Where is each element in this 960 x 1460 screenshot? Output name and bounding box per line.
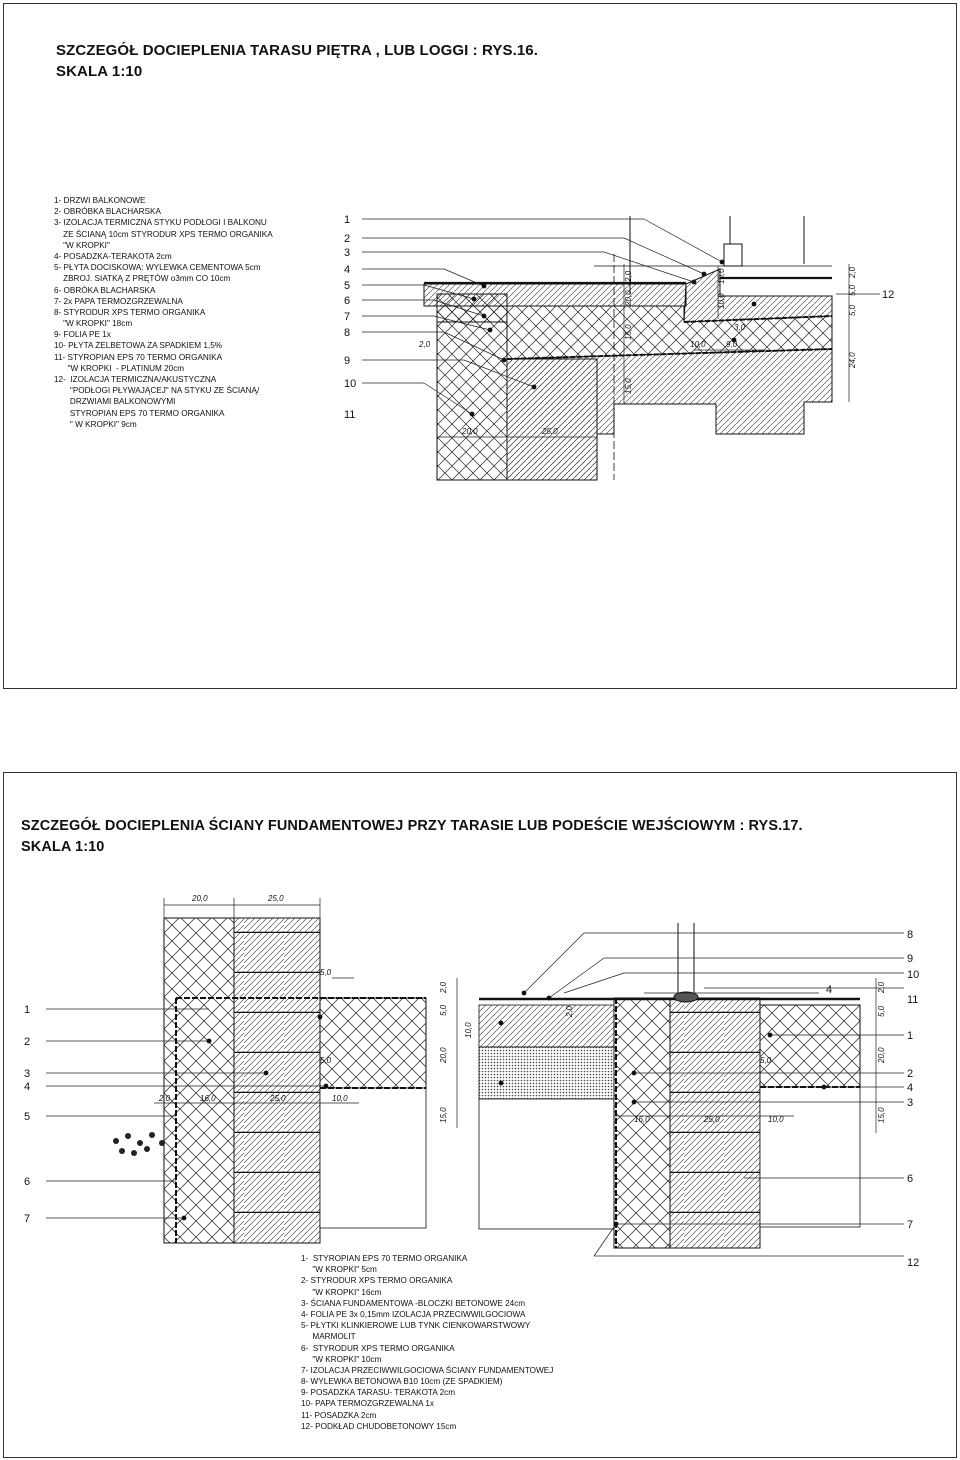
drawing-sheet-rys17 bbox=[3, 772, 957, 1458]
legend-item: 11- POSADZKA 2cm bbox=[301, 1410, 377, 1420]
right-callout-9: 9 bbox=[907, 953, 914, 965]
section-drawing bbox=[4, 773, 956, 1457]
dim-10a: 10,0 bbox=[717, 293, 726, 309]
door-frame bbox=[724, 244, 742, 266]
dim-v2a: 2,0 bbox=[439, 981, 448, 993]
drawing-scale: SKALA 1:10 bbox=[56, 63, 143, 80]
left-callouts bbox=[24, 1004, 30, 1225]
callout-7: 7 bbox=[344, 311, 351, 323]
right-callout-12: 12 bbox=[907, 1257, 920, 1269]
legend-item: "W KROPKI" bbox=[54, 240, 110, 250]
left-lean-concrete bbox=[320, 1088, 426, 1228]
legend-item: MARMOLIT bbox=[301, 1332, 356, 1342]
cement-screed bbox=[424, 284, 686, 306]
right-lean-concrete bbox=[760, 1087, 860, 1227]
dim-v5: 5,0 bbox=[439, 1004, 448, 1016]
dim-2a: 2,0 bbox=[419, 340, 431, 349]
callout-12: 12 bbox=[882, 289, 895, 301]
callout-5: 5 bbox=[344, 280, 351, 292]
legend-item: 12- IZOLACJA TERMICZNA/AKUSTYCZNA bbox=[54, 375, 217, 384]
legend-item: 3- ŚCIANA FUNDAMENTOWA -BLOCZKI BETONOWE 24cm bbox=[301, 1298, 526, 1308]
dim-l16: 16,0 bbox=[200, 1094, 216, 1103]
dim-m16: 16,0 bbox=[634, 1115, 650, 1124]
legend-item: 5- PŁYTKI KLINKIEROWE LUB TYNK CIENKOWARSTWOWY bbox=[301, 1321, 531, 1331]
dim-r20: 20,0 bbox=[877, 1047, 886, 1063]
callout-10: 10 bbox=[344, 378, 357, 390]
callout-4: 4 bbox=[344, 264, 351, 276]
drawing-sheet-rys16 bbox=[3, 3, 957, 689]
section-drawing bbox=[4, 4, 956, 688]
mid-callout-4: 4 bbox=[826, 984, 833, 996]
legend-item: 4- FOLIA PE 3x 0,15mm IZOLACJA PRZECIWWILGOCIOWA bbox=[301, 1309, 526, 1319]
left-callout-4: 4 bbox=[24, 1081, 31, 1093]
dim-r2: 2,0 bbox=[877, 981, 886, 993]
right-subgrade bbox=[479, 1099, 614, 1229]
legend-item: "W KROPKI" 5cm bbox=[301, 1265, 377, 1275]
dim-24: 24,0 bbox=[848, 352, 857, 368]
right-callout-2: 2 bbox=[907, 1068, 914, 1080]
left-foundation-blocks bbox=[234, 918, 320, 1243]
dim-m25: 25,0 bbox=[704, 1115, 720, 1124]
dim-m2: 2,0 bbox=[565, 1005, 574, 1017]
legend-item: 1- DRZWI BALKONOWE bbox=[54, 196, 146, 205]
dim-l10: 10,0 bbox=[332, 1094, 348, 1103]
legend-item: "W KROPKI" 10cm bbox=[301, 1354, 382, 1364]
legend-item: 8- STYRODUR XPS TERMO ORGANIKA bbox=[54, 307, 206, 317]
drawing-scale: SKALA 1:10 bbox=[21, 839, 105, 855]
dim-10b: 10,0 bbox=[717, 268, 726, 284]
legend-item: 3- IZOLACJA TERMICZNA STYKU PODŁOGI I BALKONU bbox=[54, 218, 267, 228]
right-lean-concrete-fill bbox=[479, 1047, 614, 1099]
legend-item: 6- STYRODUR XPS TERMO ORGANIKA bbox=[301, 1343, 455, 1353]
left-callout-6: 6 bbox=[24, 1176, 31, 1188]
left-callout-3: 3 bbox=[24, 1068, 31, 1080]
callout-9: 9 bbox=[344, 355, 351, 367]
dim-t20: 20,0 bbox=[192, 894, 208, 903]
legend-item: 6- OBRÓKA BLACHARSKA bbox=[54, 285, 156, 295]
left-xps-under-slab bbox=[320, 998, 426, 1088]
legend-item: 8- WYLEWKA BETONOWA B10 10cm (ZE SPADKIEM) bbox=[301, 1377, 503, 1387]
right-callout-1: 1 bbox=[907, 1030, 914, 1042]
legend-item: STYROPIAN EPS 70 TERMO ORGANIKA bbox=[54, 408, 225, 418]
dim-3: 3,0 bbox=[734, 323, 746, 332]
legend-item: 1- STYROPIAN EPS 70 TERMO ORGANIKA bbox=[301, 1254, 468, 1263]
dim-2c: 2,0 bbox=[848, 266, 857, 278]
reinforced-slab bbox=[507, 349, 832, 480]
dim-l25: 25,0 bbox=[270, 1094, 286, 1103]
right-xps-under-floor bbox=[760, 1005, 860, 1087]
legend-item: 9- FOLIA PE 1x bbox=[54, 330, 111, 340]
dim-25a: 25,0 bbox=[542, 427, 558, 436]
legend-item: 5- PŁYTA DOCISKOWA: WYLEWKA CEMENTOWA 5cm bbox=[54, 263, 261, 273]
dim-20v: 20,0 bbox=[624, 290, 633, 306]
right-callout-6: 6 bbox=[907, 1173, 914, 1185]
dim-2b: 2,0 bbox=[624, 270, 633, 282]
legend-item: DRZWIAMI BALKONOWYMI bbox=[54, 397, 176, 407]
right-callout-11: 11 bbox=[907, 994, 919, 1006]
threshold-profile bbox=[674, 992, 698, 1002]
right-callout-3: 3 bbox=[907, 1097, 914, 1109]
legend-item: 2- OBRÓBKA BLACHARSKA bbox=[54, 207, 161, 217]
dim-v10: 10,0 bbox=[464, 1022, 473, 1038]
legend-item: 10- PAPA TERMOZGRZEWALNA 1x bbox=[301, 1399, 434, 1409]
legend-item: "W KROPKI" 18cm bbox=[54, 319, 133, 329]
dim-r5: 5,0 bbox=[877, 1005, 886, 1017]
left-callout-5: 5 bbox=[24, 1111, 31, 1123]
left-gravel bbox=[113, 1132, 165, 1156]
legend-item: 2- STYRODUR XPS TERMO ORGANIKA bbox=[301, 1276, 453, 1286]
dim-l5a: 5,0 bbox=[320, 968, 332, 977]
dim-v15: 15,0 bbox=[439, 1107, 448, 1123]
left-callout-2: 2 bbox=[24, 1036, 31, 1048]
right-concrete-screed bbox=[479, 1005, 614, 1047]
drawing-title: SZCZEGÓŁ DOCIEPLENIA ŚCIANY FUNDAMENTOWEJ PRZY TARASIE LUB PODEŚCIE WEJŚCIOWYM : RYS.17. bbox=[21, 818, 803, 834]
dim-15a: 15,0 bbox=[624, 324, 633, 340]
legend-item: 10- PŁYTA ŻELBETOWA ZA SPADKIEM 1,5% bbox=[54, 341, 223, 351]
dim-l2: 2,0 bbox=[159, 1094, 171, 1103]
legend-item: "PODŁOGI PŁYWAJĄCEJ" NA STYKU ZE ŚCIANĄ/ bbox=[54, 386, 260, 396]
legend-item: "W KROPKI - PLATINUM 20cm bbox=[54, 363, 185, 373]
dim-20a: 20,0 bbox=[462, 427, 478, 436]
dim-10c: 10,0 bbox=[690, 340, 706, 349]
left-callout-1: 1 bbox=[24, 1004, 31, 1016]
left-callout-7: 7 bbox=[24, 1213, 31, 1225]
right-callout-8: 8 bbox=[907, 929, 914, 941]
dim-m10: 10,0 bbox=[768, 1115, 784, 1124]
legend-item: 7- IZOLACJA PRZECIWWILGOCIOWA ŚCIANY FUNDAMENTOWEJ bbox=[301, 1365, 554, 1375]
legend-item: " W KROPKI" 9cm bbox=[54, 419, 137, 429]
drawing-title: SZCZEGÓŁ DOCIEPLENIA TARASU PIĘTRA , LUB LOGGI : RYS.16. bbox=[56, 42, 539, 59]
legend-item: 7- 2x PAPA TERMOZGRZEWALNA bbox=[54, 296, 183, 306]
dim-5b: 5,0 bbox=[848, 284, 857, 296]
legend-item: ZBROJ. SIATKĄ Z PRĘTÓW o3mm CO 10cm bbox=[54, 274, 231, 284]
dim-t25: 25,0 bbox=[268, 894, 284, 903]
right-callout-7: 7 bbox=[907, 1219, 914, 1231]
legend-item: 12- PODKŁAD CHUDOBETONOWY 15cm bbox=[301, 1421, 457, 1431]
callout-11: 11 bbox=[344, 409, 356, 421]
legend-item: 11- STYROPIAN EPS 70 TERMO ORGANIKA bbox=[54, 352, 223, 362]
callout-2: 2 bbox=[344, 233, 351, 245]
legend-item: ZE ŚCIANĄ 10cm STYRODUR XPS TERMO ORGANIKA bbox=[54, 229, 273, 239]
dim-9: 9,0 bbox=[726, 340, 738, 349]
left-eps-insulation bbox=[164, 918, 234, 1243]
dim-r15: 15,0 bbox=[877, 1107, 886, 1123]
callout-1: 1 bbox=[344, 214, 351, 226]
legend-item: "W KROPKI" 16cm bbox=[301, 1287, 382, 1297]
callout-8: 8 bbox=[344, 327, 351, 339]
callout-3: 3 bbox=[344, 247, 351, 259]
legend-item: 9- POSADZKA TARASU- TERAKOTA 2cm bbox=[301, 1388, 456, 1398]
right-callout-4: 4 bbox=[907, 1082, 914, 1094]
dim-5a: 5,0 bbox=[848, 304, 857, 316]
legend-item: 4- POSADZKA-TERAKOTA 2cm bbox=[54, 251, 172, 261]
callout-6: 6 bbox=[344, 295, 351, 307]
dim-m5: 5,0 bbox=[760, 1056, 772, 1065]
right-callout-10: 10 bbox=[907, 969, 920, 981]
dim-15b: 15,0 bbox=[624, 378, 633, 394]
dim-v20: 20,0 bbox=[439, 1047, 448, 1063]
dim-l5b: 5,0 bbox=[320, 1056, 332, 1065]
